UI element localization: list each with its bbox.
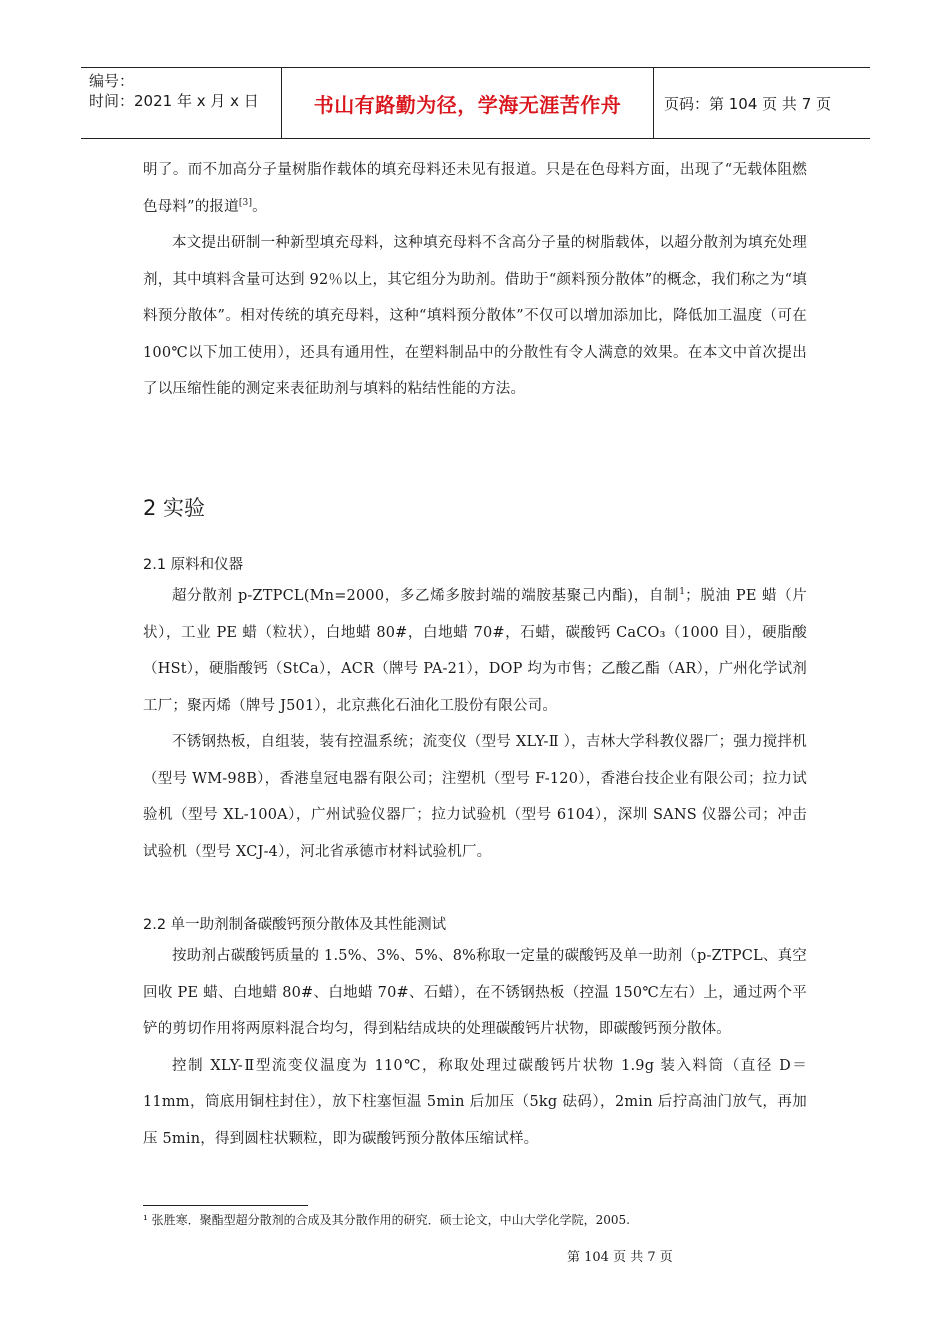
header-page-info: 页码：第 104 页 共 7 页: [664, 94, 832, 113]
subsection-title-2-2: 2.2 单一助剂制备碳酸钙预分散体及其性能测试: [143, 917, 447, 933]
intro-p1-text: 明了。而不加高分子量树脂作载体的填充母料还未见有报道。只是在色母料方面，出现了“无载体阻燃色母料”的报道: [143, 162, 807, 215]
materials-text-cont: ；脱油 PE 蜡（片状），工业 PE 蜡（粒状），白地蜡 80#，白地蜡 70#，石蜡，碳酸钙 CaCO₃（1000 目），硬脂酸（HSt），硬脂酸钙（StCa），ACR（牌号 PA-21），DOP 均为市售；乙酸乙酯（AR），广州化学试剂工厂；聚丙烯（牌号 J501），北京燕化石油化工股份有限公司。: [143, 588, 807, 714]
header-code-label: 编号：: [89, 72, 135, 90]
page-header: [81, 67, 870, 139]
subsection-2-1-body: [143, 578, 807, 870]
preparation-paragraph: 按助剂占碳酸钙质量的 1.5%、3%、5%、8%称取一定量的碳酸钙及单一助剂（p-ZTPCL、真空回收 PE 蜡、白地蜡 80#、白地蜡 70#、石蜡），在不锈钢热板（控温 150℃左右）上，通过两个平铲的剪切作用将两原料混合均匀，得到粘结成块的处理碳酸钙片状物，即碳酸钙预分散体。: [143, 948, 807, 1037]
materials-text: 超分散剂 p-ZTPCL(Mn=2000，多乙烯多胺封端的端胺基聚己内酯)，自制: [172, 588, 680, 604]
section-title: 2 实验: [143, 496, 206, 520]
testing-paragraph: 控制 XLY-Ⅱ型流变仪温度为 110℃，称取处理过碳酸钙片状物 1.9g 装入料筒（直径 D＝11mm，筒底用铜柱封住），放下柱塞恒温 5min 后加压（5kg 砝码），2min 后拧高油门放气，再加压 5min，得到圆柱状颗粒，即为碳酸钙预分散体压缩试样。: [143, 1057, 807, 1147]
subsection-2-2-body: [143, 938, 807, 1157]
instruments-paragraph: 不锈钢热板，自组装，装有控温系统；流变仪（型号 XLY-Ⅱ ），吉林大学科教仪器厂；强力搅拌机 （型号 WM-98B），香港皇冠电器有限公司；注塑机（型号 F-120），香港台技企业有限公司；拉力试验机（型号 XL-100A），广州试验仪器厂；拉力试验机（型号 6104），深圳 SANS 仪器公司；冲击试验机（型号 XCJ-4），河北省承德市材料试验机厂。: [143, 734, 807, 860]
intro-paragraph-1: [143, 152, 807, 225]
page-footer: 第 104 页 共 7 页: [567, 1250, 673, 1265]
intro-paragraph-2: 本文提出研制一种新型填充母料，这种填充母料不含高分子量的树脂载体，以超分散剂为填充处理剂，其中填料含量可达到 92％以上，其它组分为助剂。借助于“颜料预分散体”的概念，我们称之为“填料预分散体”。相对传统的填充母料，这种“填料预分散体”不仅可以增加添加比，降低加工温度（可在 100℃以下加工使用），还具有通用性，在塑料制品中的分散性有令人满意的效果。在本文中首次提出了以压缩性能的测定来表征助剂与填料的粘结性能的方法。: [143, 235, 807, 397]
header-motto: 书山有路勤为径，学海无涯苦作舟: [282, 68, 654, 138]
footnote: ¹ 张胜寒．聚酯型超分散剂的合成及其分散作用的研究．硕士论文，中山大学化学院，2005.: [143, 1213, 630, 1227]
subsection-title-2-1: 2.1 原料和仪器: [143, 557, 244, 573]
header-time-label: 时间：2021 年 x 月 x 日: [89, 92, 259, 110]
footnote-ref: 1: [679, 587, 686, 598]
intro-p1-end: 。: [252, 198, 267, 215]
header-meta: [81, 68, 282, 138]
materials-paragraph: [143, 578, 807, 724]
intro-text: [143, 152, 807, 408]
citation-ref: [3]: [238, 197, 253, 208]
footnote-divider: [143, 1205, 308, 1206]
